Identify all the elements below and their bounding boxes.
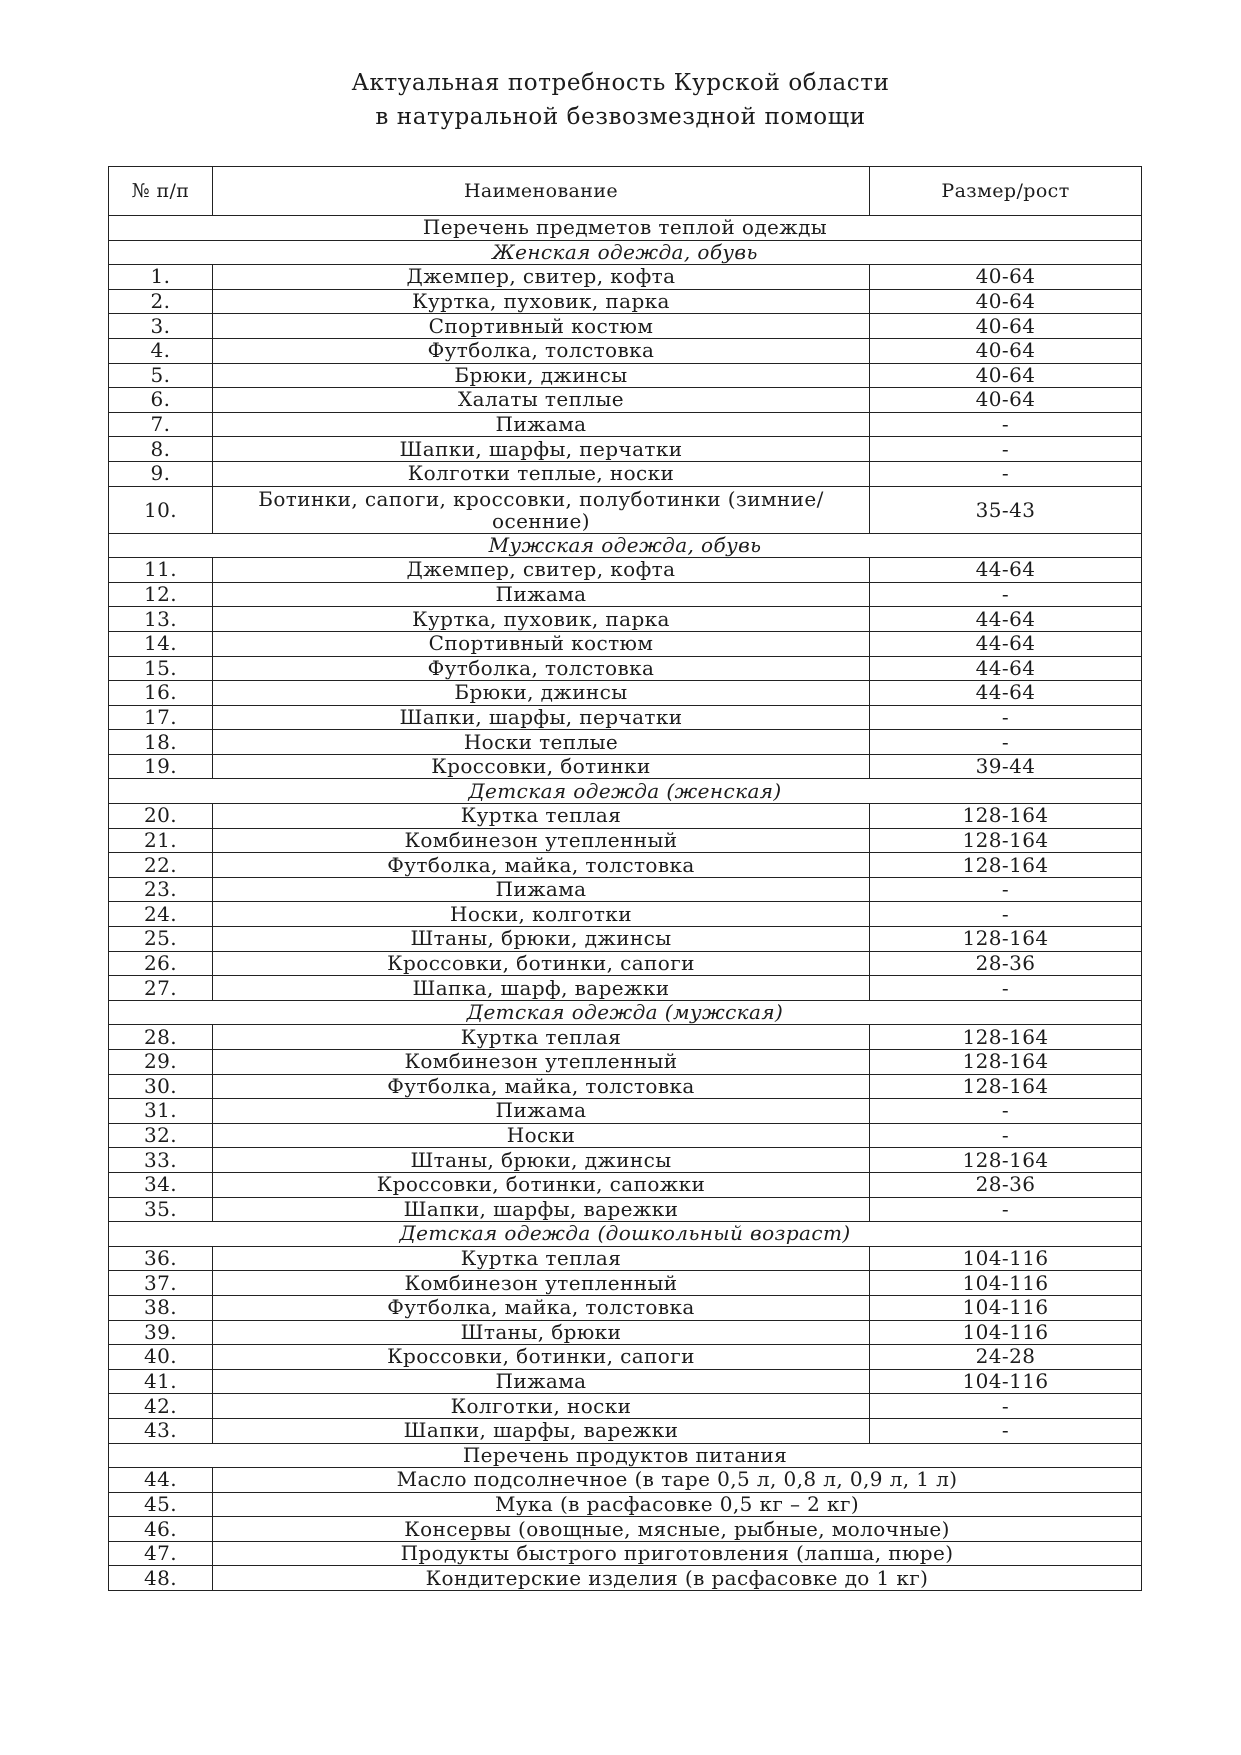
item-name: Пижама bbox=[213, 412, 870, 437]
table-row bbox=[109, 486, 1142, 533]
row-number: 18. bbox=[109, 730, 213, 755]
table-row bbox=[109, 314, 1142, 339]
table-row bbox=[109, 1517, 1142, 1542]
item-size: 104-116 bbox=[870, 1246, 1142, 1271]
table-row bbox=[109, 265, 1142, 290]
item-size: 40-64 bbox=[870, 363, 1142, 388]
table-row bbox=[109, 412, 1142, 437]
row-number: 30. bbox=[109, 1074, 213, 1099]
item-name: Брюки, джинсы bbox=[213, 681, 870, 706]
row-number: 32. bbox=[109, 1123, 213, 1148]
item-size: 40-64 bbox=[870, 388, 1142, 413]
row-number: 1. bbox=[109, 265, 213, 290]
table-row bbox=[109, 1418, 1142, 1443]
item-size: 128-164 bbox=[870, 1074, 1142, 1099]
row-number: 13. bbox=[109, 607, 213, 632]
item-name: Футболка, майка, толстовка bbox=[213, 1295, 870, 1320]
item-name: Кроссовки, ботинки, сапоги bbox=[213, 951, 870, 976]
row-number: 36. bbox=[109, 1246, 213, 1271]
section-title: Детская одежда (мужская) bbox=[109, 1000, 1142, 1025]
item-size: 28-36 bbox=[870, 951, 1142, 976]
item-name: Брюки, джинсы bbox=[213, 363, 870, 388]
item-name: Футболка, майка, толстовка bbox=[213, 1074, 870, 1099]
table-row bbox=[109, 1541, 1142, 1566]
row-number: 27. bbox=[109, 976, 213, 1001]
table-row bbox=[109, 804, 1142, 829]
section-row bbox=[109, 240, 1142, 265]
row-number: 21. bbox=[109, 828, 213, 853]
item-size: 128-164 bbox=[870, 804, 1142, 829]
table-header-row bbox=[109, 167, 1142, 216]
item-size: 35-43 bbox=[870, 486, 1142, 533]
item-name: Пижама bbox=[213, 1099, 870, 1124]
item-name: Пижама bbox=[213, 1369, 870, 1394]
item-size: - bbox=[870, 1123, 1142, 1148]
item-name: Кондитерские изделия (в расфасовке до 1 кг) bbox=[213, 1566, 1142, 1591]
item-name: Джемпер, свитер, кофта bbox=[213, 558, 870, 583]
item-name: Комбинезон утепленный bbox=[213, 1271, 870, 1296]
table-row bbox=[109, 1197, 1142, 1222]
row-number: 17. bbox=[109, 705, 213, 730]
item-size: 128-164 bbox=[870, 1025, 1142, 1050]
table-row bbox=[109, 1148, 1142, 1173]
item-size: - bbox=[870, 976, 1142, 1001]
item-size: - bbox=[870, 705, 1142, 730]
row-number: 10. bbox=[109, 486, 213, 533]
item-name: Консервы (овощные, мясные, рыбные, молочные) bbox=[213, 1517, 1142, 1542]
section-title: Детская одежда (женская) bbox=[109, 779, 1142, 804]
item-name: Куртка теплая bbox=[213, 1246, 870, 1271]
item-name: Шапка, шарф, варежки bbox=[213, 976, 870, 1001]
item-size: 128-164 bbox=[870, 1050, 1142, 1075]
table-row bbox=[109, 681, 1142, 706]
row-number: 25. bbox=[109, 927, 213, 952]
item-name: Шапки, шарфы, варежки bbox=[213, 1197, 870, 1222]
section-row bbox=[109, 1222, 1142, 1247]
item-name: Куртка, пуховик, парка bbox=[213, 607, 870, 632]
table-row bbox=[109, 902, 1142, 927]
item-size: - bbox=[870, 902, 1142, 927]
table-row bbox=[109, 877, 1142, 902]
row-number: 40. bbox=[109, 1345, 213, 1370]
item-size: - bbox=[870, 730, 1142, 755]
header-number: № п/п bbox=[109, 167, 213, 216]
item-name: Футболка, толстовка bbox=[213, 656, 870, 681]
item-size: 39-44 bbox=[870, 754, 1142, 779]
table-row bbox=[109, 437, 1142, 462]
item-size: - bbox=[870, 1394, 1142, 1419]
item-name: Колготки теплые, носки bbox=[213, 461, 870, 486]
table-row bbox=[109, 1074, 1142, 1099]
table-row bbox=[109, 951, 1142, 976]
table-row bbox=[109, 754, 1142, 779]
section-row bbox=[109, 1443, 1142, 1468]
item-name: Шапки, шарфы, перчатки bbox=[213, 437, 870, 462]
section-title: Перечень продуктов питания bbox=[109, 1443, 1142, 1468]
row-number: 37. bbox=[109, 1271, 213, 1296]
item-size: 40-64 bbox=[870, 289, 1142, 314]
table-row bbox=[109, 461, 1142, 486]
section-title: Мужская одежда, обувь bbox=[109, 533, 1142, 558]
section-title: Перечень предметов теплой одежды bbox=[109, 216, 1142, 241]
item-name: Штаны, брюки, джинсы bbox=[213, 927, 870, 952]
table-row bbox=[109, 1492, 1142, 1517]
row-number: 3. bbox=[109, 314, 213, 339]
table-row bbox=[109, 1566, 1142, 1591]
item-name: Колготки, носки bbox=[213, 1394, 870, 1419]
item-size: 128-164 bbox=[870, 1148, 1142, 1173]
section-row bbox=[109, 216, 1142, 241]
item-name: Комбинезон утепленный bbox=[213, 828, 870, 853]
row-number: 15. bbox=[109, 656, 213, 681]
row-number: 4. bbox=[109, 338, 213, 363]
item-size: 44-64 bbox=[870, 631, 1142, 656]
item-size: 104-116 bbox=[870, 1320, 1142, 1345]
item-size: 40-64 bbox=[870, 265, 1142, 290]
row-number: 44. bbox=[109, 1468, 213, 1493]
row-number: 19. bbox=[109, 754, 213, 779]
item-name: Кроссовки, ботинки bbox=[213, 754, 870, 779]
item-size: - bbox=[870, 1197, 1142, 1222]
row-number: 33. bbox=[109, 1148, 213, 1173]
row-number: 26. bbox=[109, 951, 213, 976]
document-title bbox=[0, 66, 1241, 134]
table-row bbox=[109, 1345, 1142, 1370]
item-size: 104-116 bbox=[870, 1271, 1142, 1296]
table-row bbox=[109, 1025, 1142, 1050]
row-number: 6. bbox=[109, 388, 213, 413]
row-number: 9. bbox=[109, 461, 213, 486]
item-size: 128-164 bbox=[870, 828, 1142, 853]
item-size: - bbox=[870, 461, 1142, 486]
title-line-2: в натуральной безвозмездной помощи bbox=[375, 104, 866, 130]
table-row bbox=[109, 631, 1142, 656]
section-title: Женская одежда, обувь bbox=[109, 240, 1142, 265]
item-size: 40-64 bbox=[870, 338, 1142, 363]
item-name: Комбинезон утепленный bbox=[213, 1050, 870, 1075]
row-number: 12. bbox=[109, 582, 213, 607]
item-name: Носки, колготки bbox=[213, 902, 870, 927]
item-name: Кроссовки, ботинки, сапоги bbox=[213, 1345, 870, 1370]
item-name: Спортивный костюм bbox=[213, 314, 870, 339]
row-number: 46. bbox=[109, 1517, 213, 1542]
row-number: 23. bbox=[109, 877, 213, 902]
item-size: 28-36 bbox=[870, 1172, 1142, 1197]
row-number: 39. bbox=[109, 1320, 213, 1345]
item-name: Куртка теплая bbox=[213, 1025, 870, 1050]
row-number: 47. bbox=[109, 1541, 213, 1566]
table-row bbox=[109, 388, 1142, 413]
item-size: - bbox=[870, 582, 1142, 607]
table-row bbox=[109, 1394, 1142, 1419]
row-number: 5. bbox=[109, 363, 213, 388]
row-number: 29. bbox=[109, 1050, 213, 1075]
table-row bbox=[109, 558, 1142, 583]
section-row bbox=[109, 779, 1142, 804]
row-number: 16. bbox=[109, 681, 213, 706]
table-row bbox=[109, 828, 1142, 853]
item-size: - bbox=[870, 437, 1142, 462]
table-row bbox=[109, 976, 1142, 1001]
section-title: Детская одежда (дошкольный возраст) bbox=[109, 1222, 1142, 1247]
item-size: 104-116 bbox=[870, 1369, 1142, 1394]
item-size: 44-64 bbox=[870, 656, 1142, 681]
row-number: 28. bbox=[109, 1025, 213, 1050]
item-size: 44-64 bbox=[870, 681, 1142, 706]
row-number: 41. bbox=[109, 1369, 213, 1394]
item-name: Спортивный костюм bbox=[213, 631, 870, 656]
item-name: Куртка, пуховик, парка bbox=[213, 289, 870, 314]
table-row bbox=[109, 730, 1142, 755]
row-number: 11. bbox=[109, 558, 213, 583]
row-number: 38. bbox=[109, 1295, 213, 1320]
row-number: 14. bbox=[109, 631, 213, 656]
item-size: - bbox=[870, 877, 1142, 902]
row-number: 22. bbox=[109, 853, 213, 878]
table-row bbox=[109, 853, 1142, 878]
item-name: Шапки, шарфы, перчатки bbox=[213, 705, 870, 730]
table-row bbox=[109, 582, 1142, 607]
item-name: Пижама bbox=[213, 877, 870, 902]
item-name: Куртка теплая bbox=[213, 804, 870, 829]
item-size: - bbox=[870, 412, 1142, 437]
table-row bbox=[109, 1295, 1142, 1320]
table-body bbox=[109, 216, 1142, 1591]
table-row bbox=[109, 656, 1142, 681]
item-name: Штаны, брюки, джинсы bbox=[213, 1148, 870, 1173]
needs-table bbox=[108, 166, 1142, 1591]
table-row bbox=[109, 338, 1142, 363]
row-number: 35. bbox=[109, 1197, 213, 1222]
item-name: Продукты быстрого приготовления (лапша, пюре) bbox=[213, 1541, 1142, 1566]
item-size: 44-64 bbox=[870, 558, 1142, 583]
row-number: 7. bbox=[109, 412, 213, 437]
table-row bbox=[109, 1050, 1142, 1075]
item-name: Носки теплые bbox=[213, 730, 870, 755]
row-number: 42. bbox=[109, 1394, 213, 1419]
table-row bbox=[109, 1246, 1142, 1271]
item-name: Джемпер, свитер, кофта bbox=[213, 265, 870, 290]
table-row bbox=[109, 289, 1142, 314]
item-size: 44-64 bbox=[870, 607, 1142, 632]
section-row bbox=[109, 533, 1142, 558]
table-row bbox=[109, 1369, 1142, 1394]
item-name: Шапки, шарфы, варежки bbox=[213, 1418, 870, 1443]
item-name: Штаны, брюки bbox=[213, 1320, 870, 1345]
item-size: 128-164 bbox=[870, 927, 1142, 952]
title-line-1: Актуальная потребность Курской области bbox=[351, 70, 890, 96]
header-size: Размер/рост bbox=[870, 167, 1142, 216]
row-number: 8. bbox=[109, 437, 213, 462]
table-row bbox=[109, 1271, 1142, 1296]
item-name: Масло подсолнечное (в таре 0,5 л, 0,8 л, 0,9 л, 1 л) bbox=[213, 1468, 1142, 1493]
item-name: Носки bbox=[213, 1123, 870, 1148]
item-size: - bbox=[870, 1099, 1142, 1124]
table-row bbox=[109, 1468, 1142, 1493]
table-row bbox=[109, 363, 1142, 388]
item-size: 24-28 bbox=[870, 1345, 1142, 1370]
item-name: Футболка, майка, толстовка bbox=[213, 853, 870, 878]
table-row bbox=[109, 927, 1142, 952]
table-row bbox=[109, 705, 1142, 730]
row-number: 20. bbox=[109, 804, 213, 829]
table-row bbox=[109, 1172, 1142, 1197]
row-number: 2. bbox=[109, 289, 213, 314]
row-number: 45. bbox=[109, 1492, 213, 1517]
row-number: 31. bbox=[109, 1099, 213, 1124]
table-row bbox=[109, 1320, 1142, 1345]
table-row bbox=[109, 607, 1142, 632]
item-name: Пижама bbox=[213, 582, 870, 607]
item-name: Халаты теплые bbox=[213, 388, 870, 413]
item-size: 40-64 bbox=[870, 314, 1142, 339]
section-row bbox=[109, 1000, 1142, 1025]
row-number: 34. bbox=[109, 1172, 213, 1197]
item-size: 128-164 bbox=[870, 853, 1142, 878]
table-row bbox=[109, 1123, 1142, 1148]
row-number: 24. bbox=[109, 902, 213, 927]
item-name: Мука (в расфасовке 0,5 кг – 2 кг) bbox=[213, 1492, 1142, 1517]
row-number: 48. bbox=[109, 1566, 213, 1591]
item-name: Кроссовки, ботинки, сапожки bbox=[213, 1172, 870, 1197]
table-row bbox=[109, 1099, 1142, 1124]
item-name: Ботинки, сапоги, кроссовки, полуботинки (зимние/осенние) bbox=[213, 486, 870, 533]
row-number: 43. bbox=[109, 1418, 213, 1443]
header-name: Наименование bbox=[213, 167, 870, 216]
item-name: Футболка, толстовка bbox=[213, 338, 870, 363]
item-size: 104-116 bbox=[870, 1295, 1142, 1320]
item-size: - bbox=[870, 1418, 1142, 1443]
